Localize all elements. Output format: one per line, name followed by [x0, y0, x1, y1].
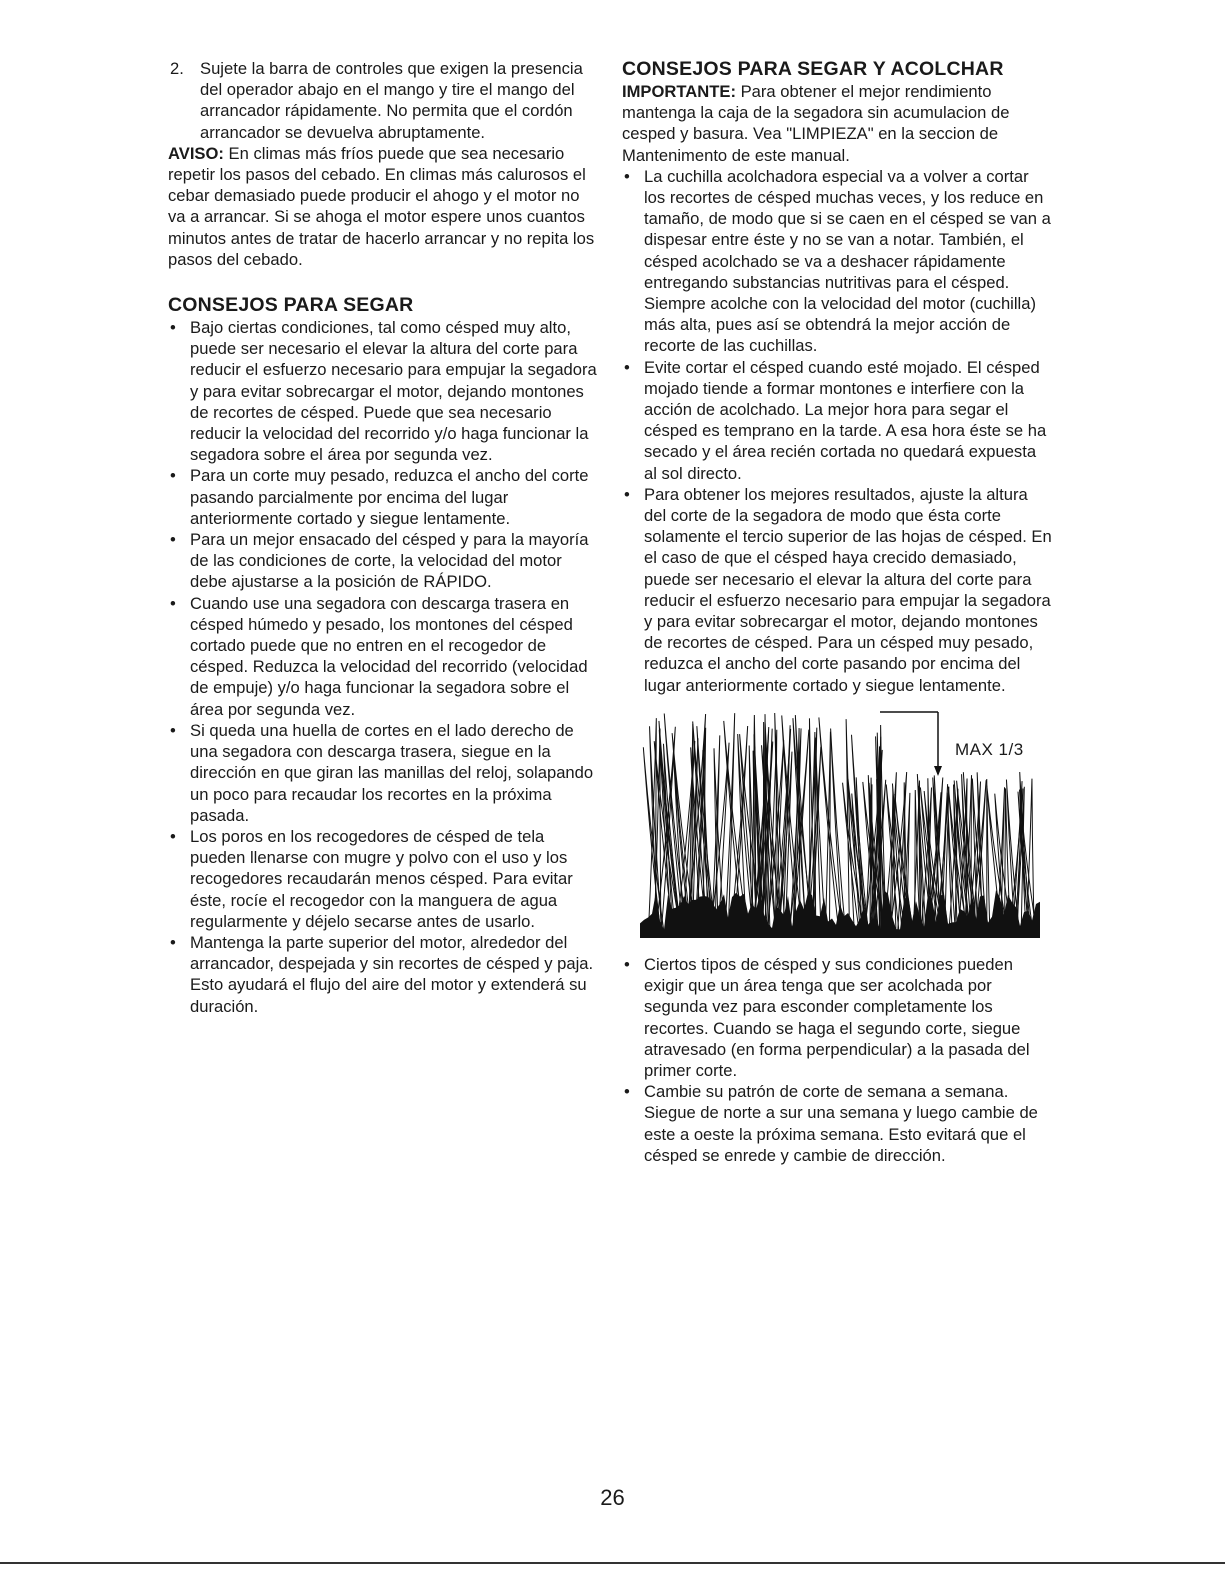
list-item: • Si queda una huella de cortes en el lado derecho de una segadora con descarga trasera, siegue en la dirección en que giran las manillas del reloj, solapando un poco para recaudar los recortes en la próxima pasada.	[170, 720, 594, 825]
grass-blade	[831, 728, 847, 938]
arrow-down-icon	[934, 766, 942, 776]
step-2	[168, 58, 598, 143]
mowing-tips-heading: CONSEJOS PARA SEGAR	[168, 294, 414, 317]
notice-paragraph	[168, 143, 598, 270]
mulching-tips-list	[622, 166, 1052, 696]
mowing-tips-list	[168, 317, 598, 1017]
bullet-icon: •	[170, 318, 176, 338]
bullet-icon: •	[170, 720, 176, 740]
mulching-tips-list-continued	[622, 954, 1052, 1166]
list-item: • Los poros en los recogedores de césped de tela pueden llenarse con mugre y polvo con el uso y los recogedores recaudarán menos césped. Para evitar éste, rocíe el recogedor con la manguera de agua regularmente y déjelo secarse antes de usarlo.	[170, 826, 573, 931]
list-item: • Bajo ciertas condiciones, tal como césped muy alto, puede ser necesario el elevar la altura del corte para reducir el esfuerzo necesario para empujar la segadora y para evitar sobrecargar el motor, dejando montones de recortes de césped. Puede que sea necesario reducir la velocidad del recorrido y/o haga funcionar la segadora sobre el área por segunda vez.	[170, 318, 597, 465]
list-item: • Cuando use una segadora con descarga trasera en césped húmedo y pesado, los montones del césped cortado puede que no entren en el recogedor de césped. Reduzca la velocidad del recorrido (velocidad de empuje) y/o haga funcionar la segadora sobre el área por segunda vez.	[170, 593, 588, 719]
bullet-icon: •	[624, 484, 630, 504]
list-item: • Para un corte muy pesado, reduzca el ancho del corte pasando parcialmente por encima del lugar anteriormente cortado y siegue lentamente.	[170, 466, 589, 528]
right-column	[622, 58, 1052, 1166]
list-item: • Evite cortar el césped cuando esté mojado. El césped mojado tiende a formar montones e interfiere con la acción de acolchado. La mejor hora para segar el césped es temprano en la tarde. A esa hora éste se ha secado y el área recién cortada no quedará expuesta al sol directo.	[624, 357, 1047, 483]
bullet-icon: •	[624, 166, 630, 186]
step-number: 2.	[170, 59, 184, 78]
bullet-icon: •	[170, 826, 176, 846]
notice-label: AVISO:	[168, 143, 224, 163]
list-item: • Cambie su patrón de corte de semana a semana. Siegue de norte a sur una semana y luego cambie de este a oeste la próxima semana. Esto evitará que el césped se enrede y cambie de dirección.	[624, 1082, 1038, 1165]
grass-blade	[825, 732, 830, 938]
bullet-icon: •	[170, 466, 176, 486]
max-third-label: MAX 1/3	[955, 739, 1024, 759]
page-number: 26	[600, 1485, 625, 1510]
notice-text: En climas más fríos puede que sea necesario repetir los pasos del cebado. En climas más calurosos el cebar demasiado puede producir el ahogo y el motor no va a arrancar. Si se ahoga el motor espere unos cuantos minutos antes de tratar de hacerlo arrancar y no repita los pasos del cebado.	[168, 143, 595, 269]
list-item: • Mantenga la parte superior del motor, alrededor del arrancador, despejada y sin recortes de césped y paja. Esto ayudará el flujo del aire del motor y extenderá su duración.	[170, 932, 594, 1016]
bullet-icon: •	[624, 1082, 630, 1102]
important-label: IMPORTANTE:	[622, 82, 736, 101]
bullet-icon: •	[624, 954, 630, 974]
bullet-icon: •	[170, 530, 176, 550]
list-item: • Ciertos tipos de césped y sus condiciones pueden exigir que un área tenga que ser acolchada por segunda vez para esconder completamente los recortes. Cuando se haga el segundo corte, siegue atravesado (en forma perpendicular) a la pasada del primer corte.	[624, 954, 1030, 1080]
bottom-rule	[0, 1562, 1225, 1564]
list-item: • Para obtener los mejores resultados, ajuste la altura del corte de la segadora de modo que ésta corte solamente el tercio superior de las hojas de césped. En el caso de que el césped haya crecido demasiado, puede ser necesario el elevar la altura del corte para reducir el esfuerzo necesario para empujar la segadora y para evitar sobrecargar el motor, dejando montones de recortes de césped. Para un césped muy pesado, reduzca el ancho del corte pasando por encima del lugar anteriormente cortado y siegue lentamente.	[624, 484, 1052, 695]
bullet-icon: •	[170, 593, 176, 613]
left-column	[168, 58, 598, 1017]
step-text: Sujete la barra de controles que exigen la presencia del operador abajo en el mango y tire el mango del arrancador rápidamente. No permita que el cordón arrancador se devuelva abruptamente.	[200, 59, 583, 142]
bullet-icon: •	[624, 357, 630, 377]
important-text: Para obtener el mejor rendimiento mantenga la caja de la segadora sin acumulacion de cesped y basura. Vea "LIMPIEZA" en la seccion de Mantenimento de este manual.	[622, 82, 1010, 165]
mulching-tips-heading: CONSEJOS PARA SEGAR Y ACOLCHAR	[622, 58, 1004, 80]
list-item: • La cuchilla acolchadora especial va a volver a cortar los recortes de césped muchas veces, y los reduce en tamaño, de modo que si se caen en el césped se van a dispesar entre éste y no se van a notar. También, el césped acolchado se va a deshacer rápidamente entregando substancias nutritivas para el césped. Siempre acolche con la velocidad del motor (cuchilla) más alta, pues así se obtendrá la mejor acción de recorte de las cuchillas.	[624, 166, 1051, 356]
important-paragraph	[622, 81, 1052, 166]
grass-height-figure	[640, 710, 1040, 938]
bullet-icon: •	[170, 932, 176, 952]
list-item: • Para un mejor ensacado del césped y para la mayoría de las condiciones de corte, la velocidad del motor debe ajustarse a la posición de RÁPIDO.	[170, 530, 589, 592]
